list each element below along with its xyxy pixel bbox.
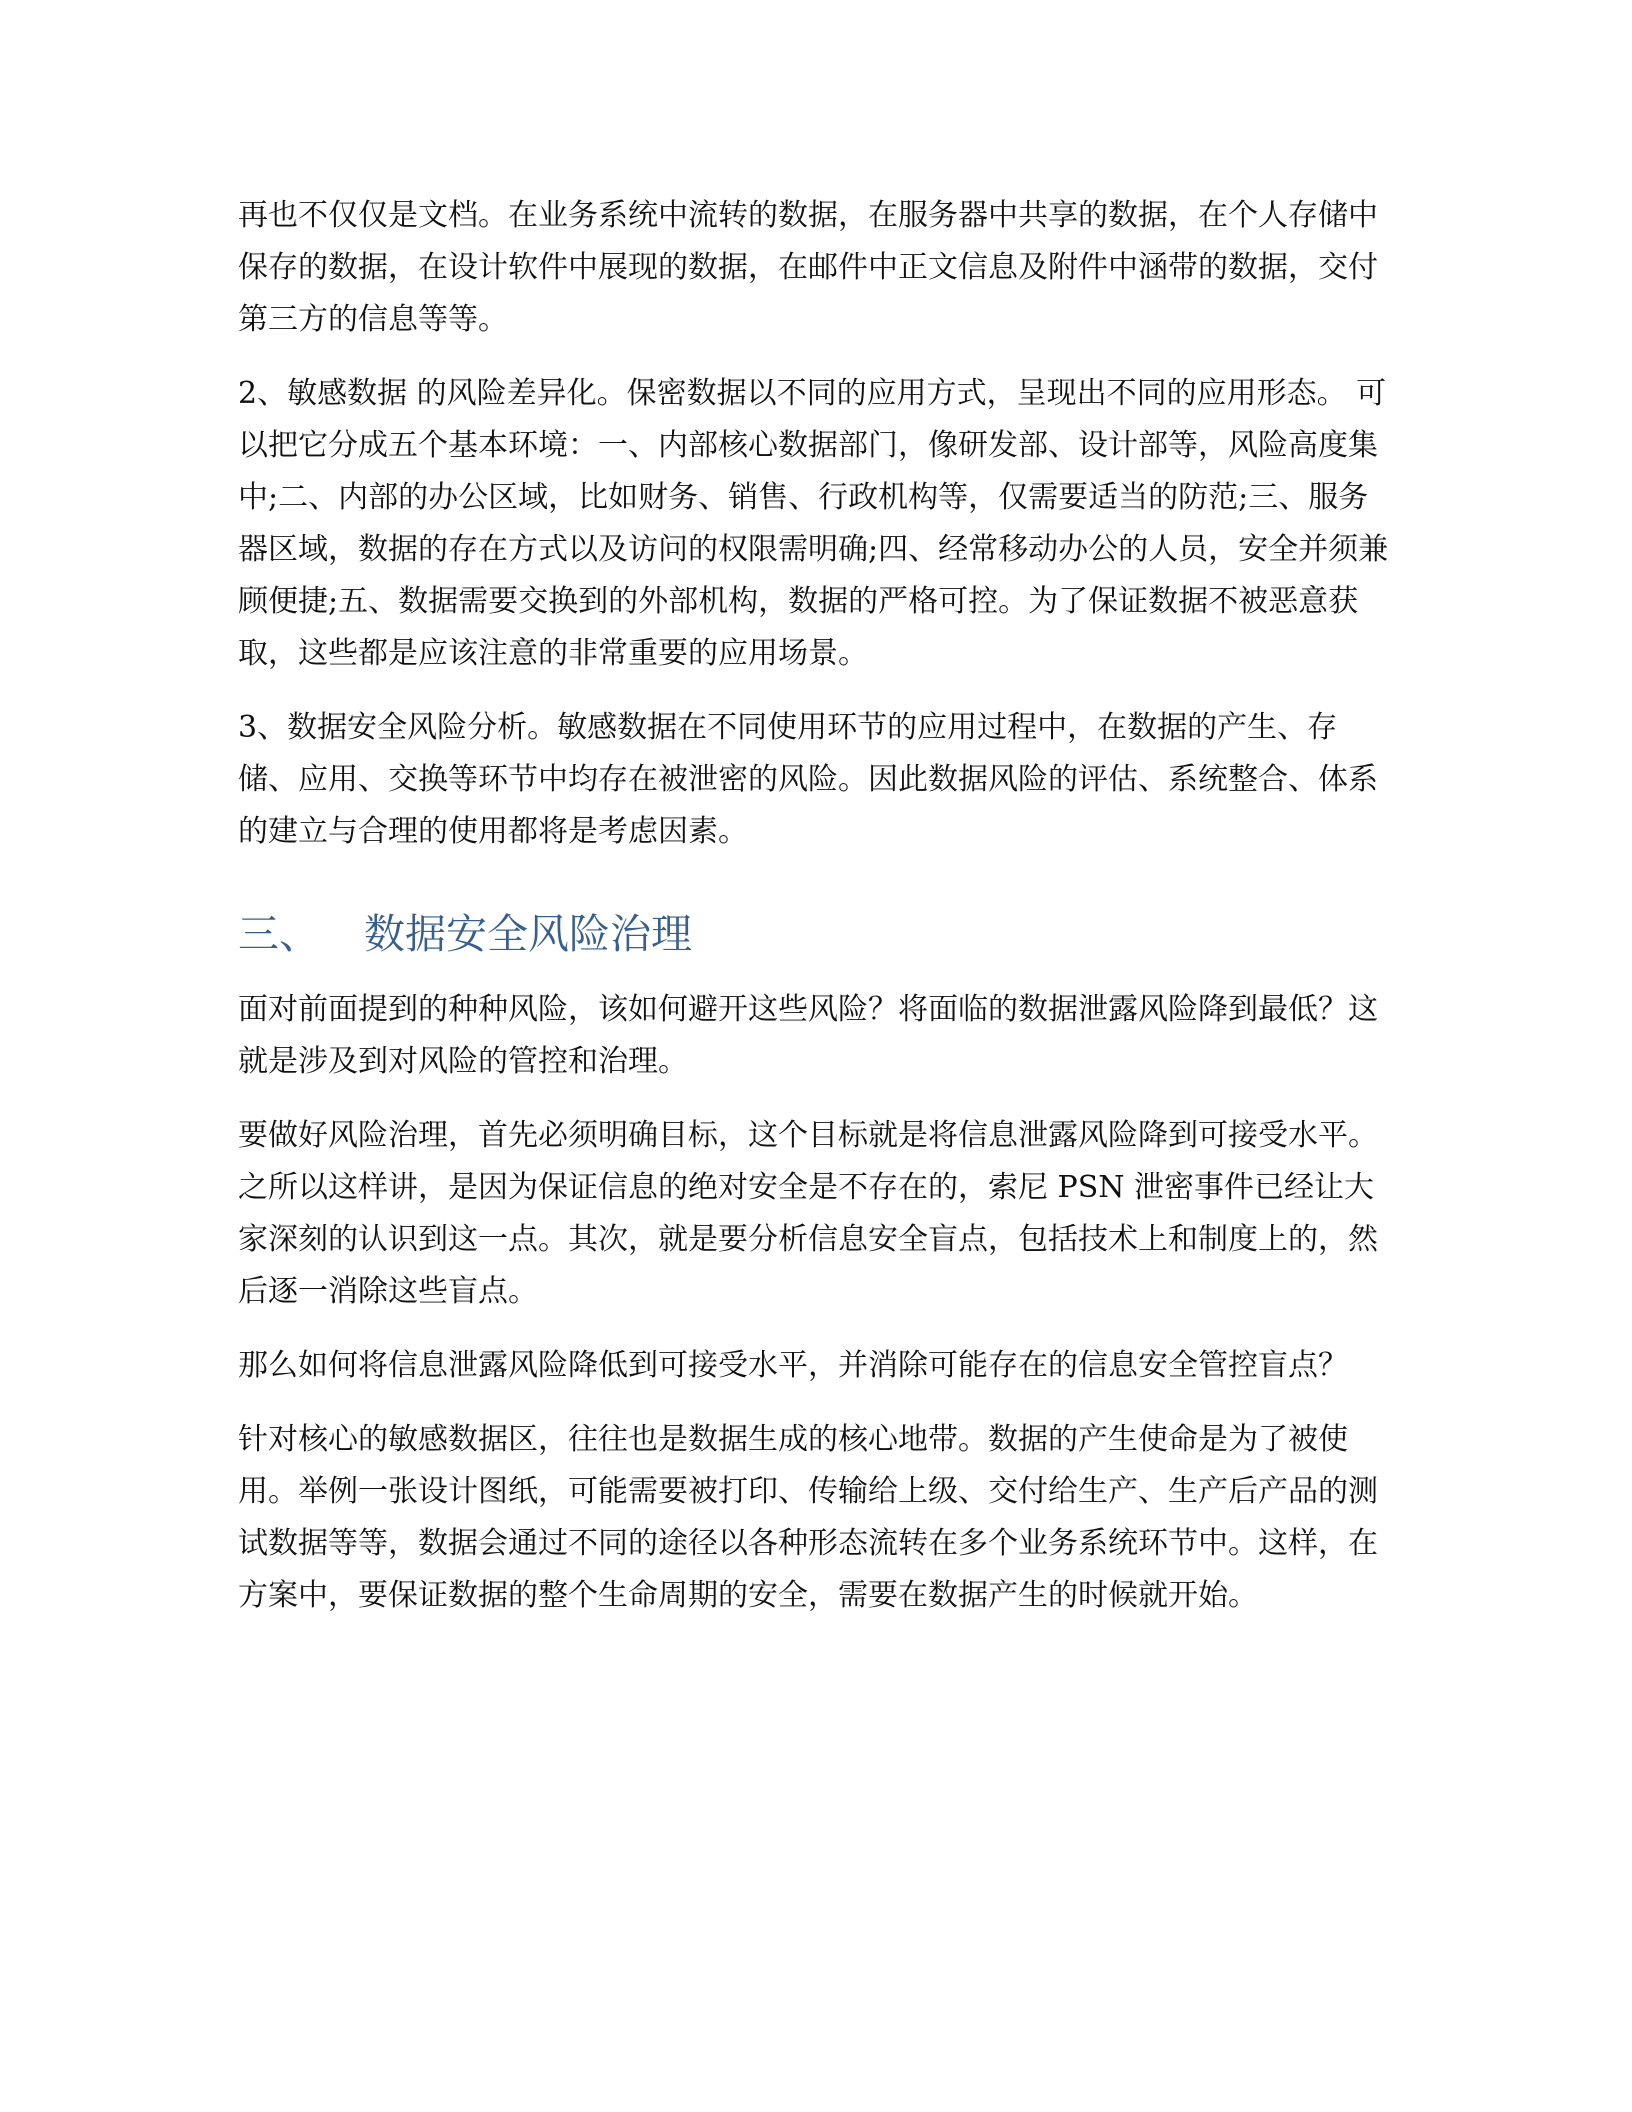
paragraph-intro-governance: 面对前面提到的种种风险，该如何避开这些风险？将面临的数据泄露风险降到最低？这就是涉及到对风险的管控和治理。 <box>238 992 1378 1079</box>
section-number: 三、 <box>238 910 320 958</box>
document-page <box>238 190 1390 1644</box>
paragraph-data-forms: 再也不仅仅是文档。在业务系统中流转的数据，在服务器中共享的数据，在个人存储中保存的数据，在设计软件中展现的数据，在邮件中正文信息及附件中涵带的数据，交付第三方的信息等等。 <box>238 198 1378 337</box>
paragraph-question: 那么如何将信息泄露风险降低到可接受水平，并消除可能存在的信息安全管控盲点？ <box>238 1348 1348 1383</box>
section-title: 数据安全风险治理 <box>364 910 692 958</box>
paragraph-core-data-zone: 针对核心的敏感数据区，往往也是数据生成的核心地带。数据的产生使命是为了被使用。举例一张设计图纸，可能需要被打印、传输给上级、交付给生产、生产后产品的测试数据等等，数据会通过不同的途径以各种形态流转在多个业务系统环节中。这样，在方案中，要保证数据的整个生命周期的安全，需要在数据产生的时候就开始。 <box>238 1422 1378 1613</box>
paragraph-risk-differentiation: 2、敏感数据 的风险差异化。保密数据以不同的应用方式，呈现出不同的应用形态。 可以把它分成五个基本环境：一、内部核心数据部门，像研发部、设计部等，风险高度集中;二、内部的办公区域，比如财务、销售、行政机构等，仅需要适当的防范;三、服务器区域，数据的存在方式以及访问的权限需明确;四、经常移动办公的人员，安全并须兼顾便捷;五、数据需要交换到的外部机构，数据的严格可控。为了保证数据不被恶意获取，这些都是应该注意的非常重要的应用场景。 <box>238 376 1389 671</box>
paragraph-governance-goal: 要做好风险治理，首先必须明确目标，这个目标就是将信息泄露风险降到可接受水平。之所以这样讲，是因为保证信息的绝对安全是不存在的，索尼 PSN 泄密事件已经让大家深刻的认识到这一点。其次，就是要分析信息安全盲点，包括技术上和制度上的，然后逐一消除这些盲点。 <box>238 1118 1378 1309</box>
paragraph-risk-analysis: 3、数据安全风险分析。敏感数据在不同使用环节的应用过程中，在数据的产生、存储、应用、交换等环节中均存在被泄密的风险。因此数据风险的评估、系统整合、体系的建立与合理的使用都将是考虑因素。 <box>238 710 1378 849</box>
section-heading <box>238 906 1390 962</box>
